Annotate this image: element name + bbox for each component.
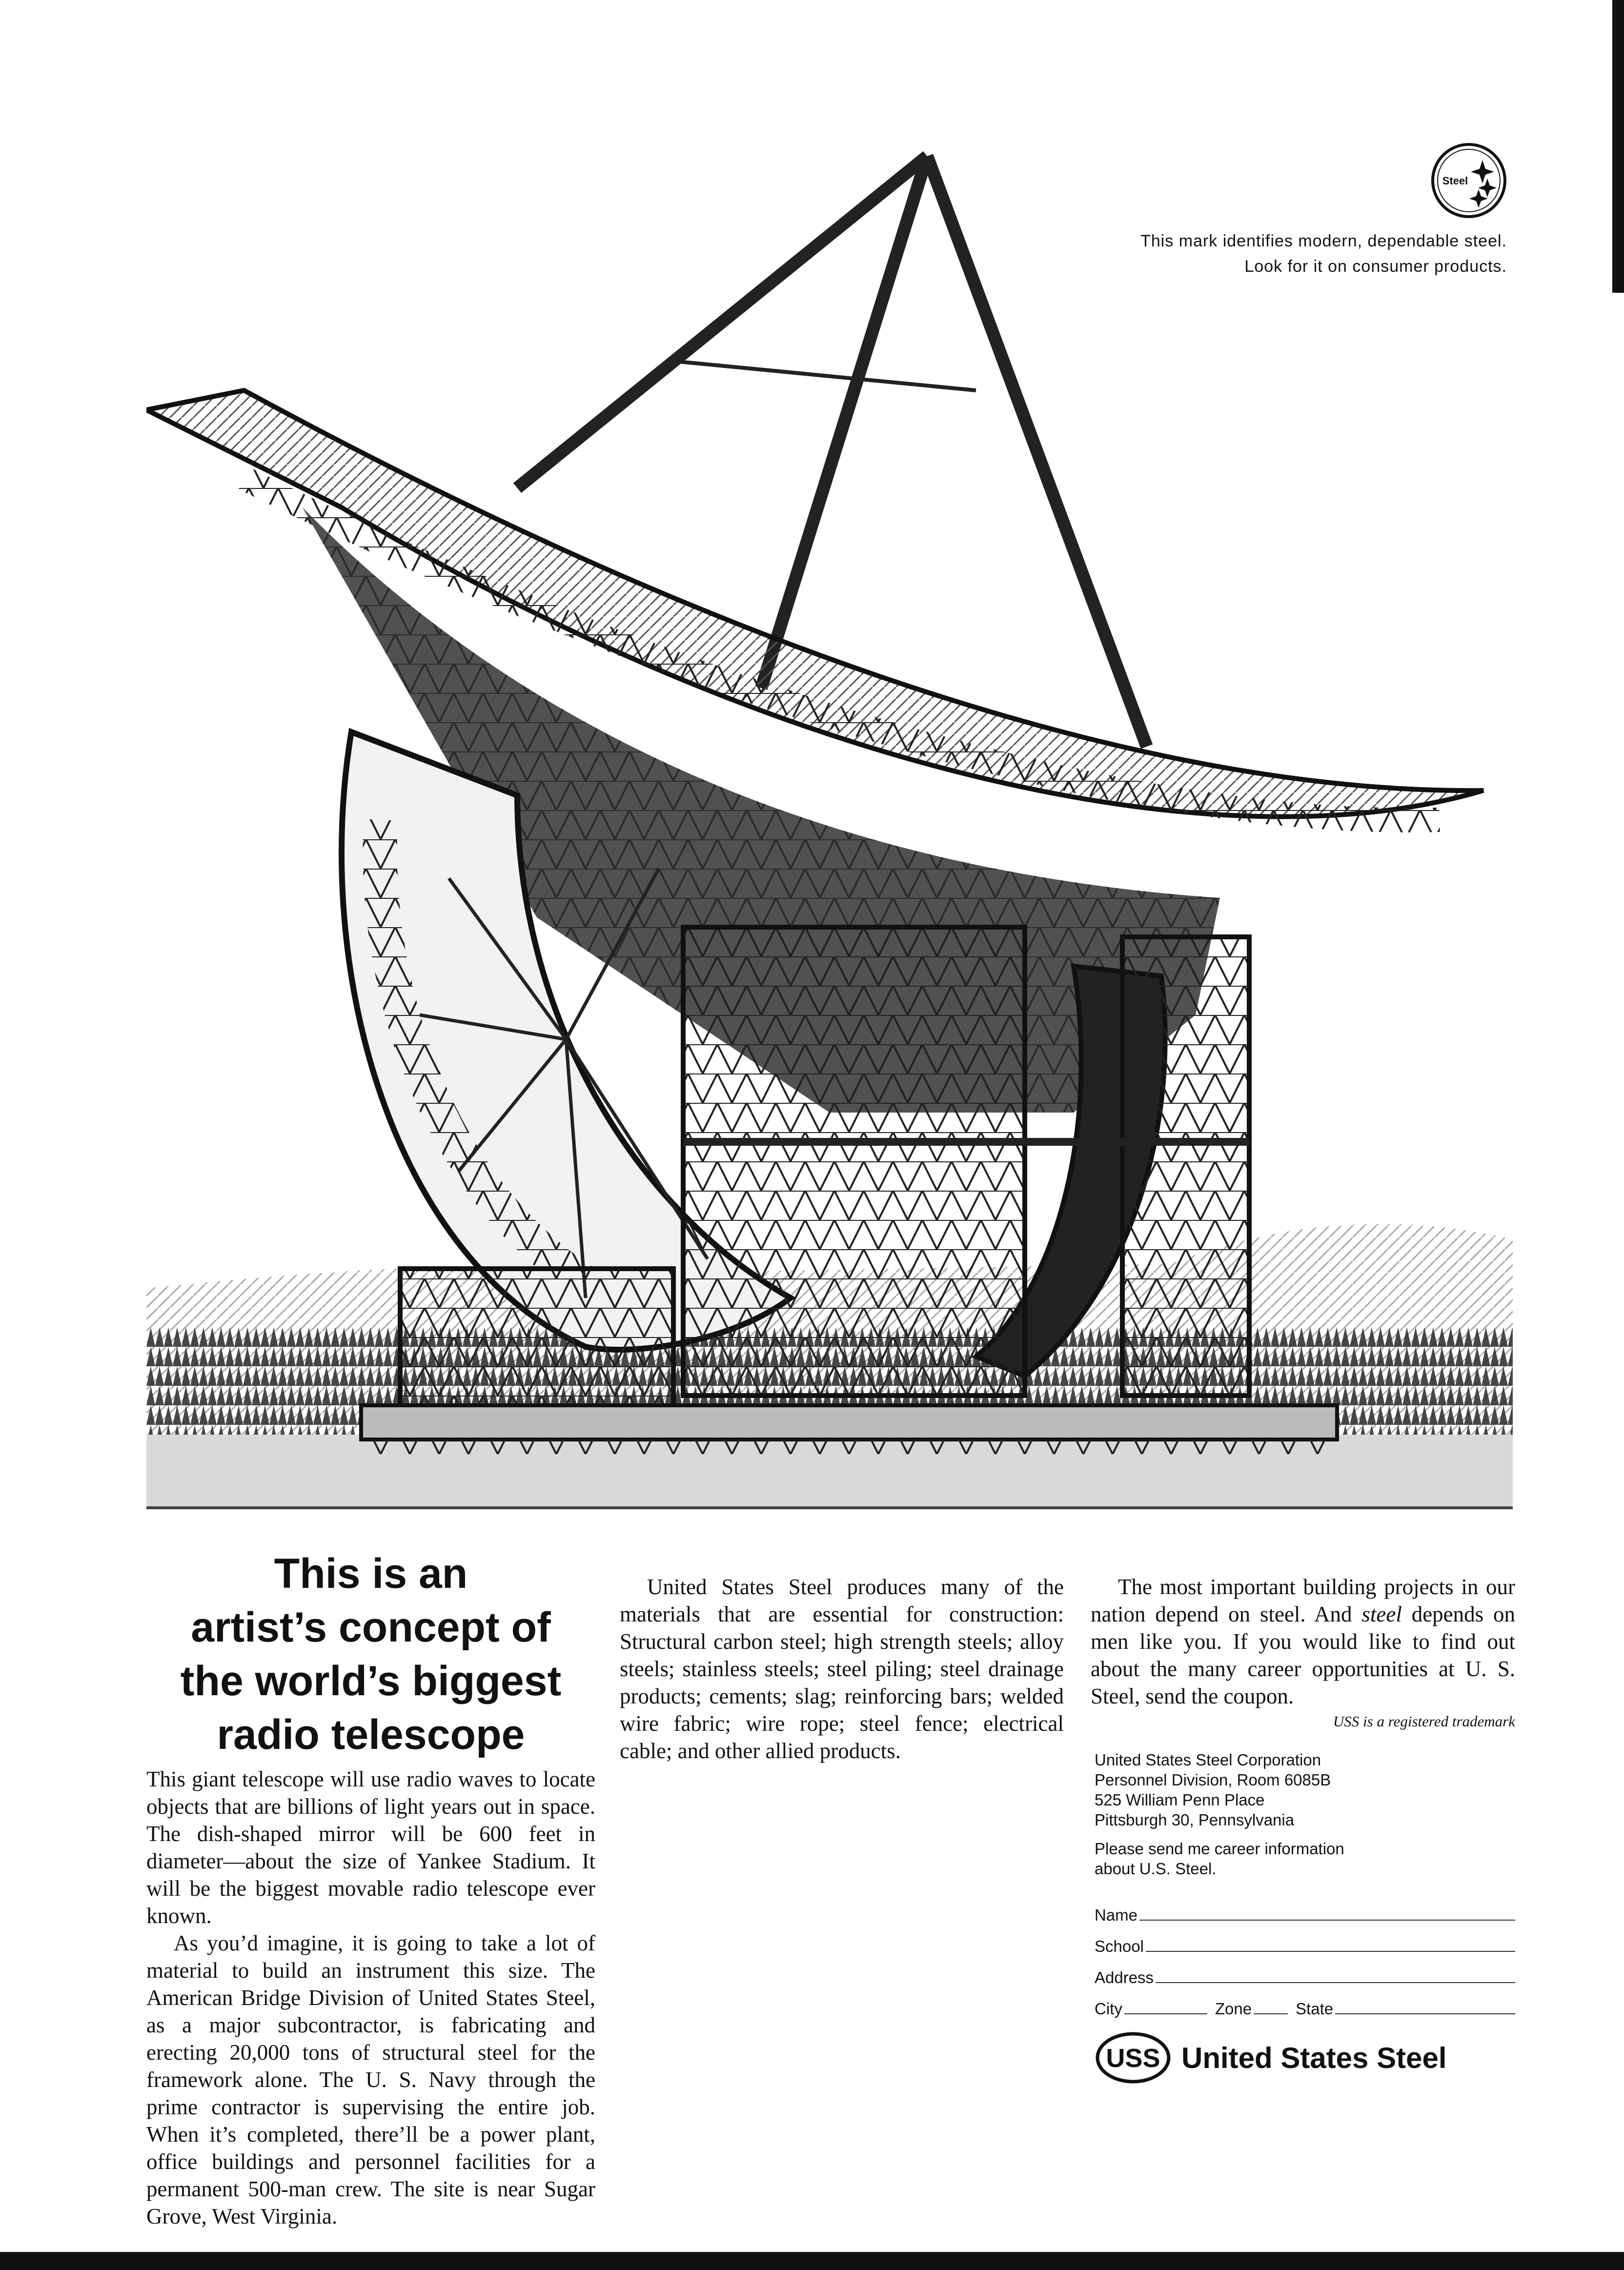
body-paragraph-1: This giant telescope will use radio waves to locate objects that are billions of light years out in space. The dish-shaped mirror will be 600 feet in diameter—about the size of Yankee Stadium. It will be the biggest movable radio telescope ever known. — [146, 1767, 595, 1928]
coupon-school-label: School — [1095, 1937, 1144, 1955]
body-column-1 — [146, 1765, 595, 2230]
headline-line3: the world’s biggest — [180, 1658, 562, 1704]
coupon-zone-field[interactable] — [1254, 2013, 1288, 2014]
body-column-2 — [620, 1573, 1064, 1764]
headline-line2: artist’s concept of — [191, 1604, 551, 1651]
coupon-request — [1095, 1839, 1515, 1879]
body-paragraph-4-part1: The most important building projects in our nation depend on steel. And — [1091, 1575, 1515, 1626]
coupon-zone-label: Zone — [1215, 2000, 1252, 2018]
headline-line1: This is an — [274, 1550, 468, 1597]
steelmark-caption-line1: This mark identifies modern, dependable steel. — [1140, 232, 1507, 250]
coupon-address-line1: United States Steel Corporation — [1095, 1751, 1321, 1769]
body-paragraph-3: United States Steel produces many of the materials that are essential for construction: Structural carbon steel; high strength steels; alloy steels; stainless steels; steel piling; steel drainage products; cements; slag; reinforcing bars; welded wire fabric; wire rope; steel fence; electrical cable; and other allied products. — [620, 1575, 1064, 1763]
coupon-city-label: City — [1095, 2000, 1122, 2018]
coupon-form — [1095, 1893, 1515, 2018]
coupon-city-field[interactable] — [1124, 2013, 1207, 2014]
steelmark-logo-text: Steel — [1442, 175, 1468, 187]
coupon-address-field[interactable] — [1156, 1982, 1515, 1983]
coupon-school-field[interactable] — [1146, 1951, 1515, 1952]
coupon-request-line1: Please send me career information — [1095, 1840, 1344, 1858]
body-paragraph-2: As you’d imagine, it is going to take a lot of material to build an instrument this size. The American Bridge Division of United States Steel, as a major subcontractor, is fabricating and erecting 20,000 tons of structural steel for the framework alone. The U. S. Navy through the prime contractor is supervising the entire job. When it’s completed, there’ll be a power plant, office buildings and personnel facilities for a permanent 500-man crew. The site is near Sugar Grove, West Virginia. — [146, 1931, 595, 2229]
radio-telescope-illustration — [146, 137, 1513, 1522]
headline-line4: radio telescope — [217, 1711, 525, 1758]
coupon-name-field[interactable] — [1139, 1920, 1515, 1921]
coupon-name-label: Name — [1095, 1906, 1138, 1924]
coupon-address-line2: Personnel Division, Room 6085B — [1095, 1771, 1331, 1789]
brand-name: United States Steel — [1181, 2041, 1447, 2074]
coupon-state-field[interactable] — [1335, 2013, 1515, 2014]
coupon-city-row — [1095, 1987, 1515, 2018]
body-paragraph-4-part2: depends on men like you. If you would like to find out about the many career opportunities at U. S. Steel, send the coupon. — [1091, 1602, 1515, 1708]
uss-logo — [1095, 2031, 1172, 2085]
coupon-address-row — [1095, 1956, 1515, 1987]
uss-logo-text: USS — [1106, 2044, 1160, 2073]
coupon-address — [1095, 1750, 1515, 1830]
trademark-note: USS is a registered trademark — [1333, 1713, 1515, 1730]
headline — [146, 1547, 595, 1762]
coupon-school-row — [1095, 1925, 1515, 1956]
brand-signature — [1095, 2031, 1515, 2085]
coupon-address-line3: 525 William Penn Place — [1095, 1791, 1265, 1809]
body-paragraph-4 — [1091, 1573, 1515, 1710]
steelmark-caption-line2: Look for it on consumer products. — [1244, 257, 1507, 276]
coupon-state-label: State — [1296, 2000, 1334, 2018]
coupon-address-line4: Pittsburgh 30, Pennsylvania — [1095, 1811, 1295, 1829]
coupon-name-row — [1095, 1893, 1515, 1925]
body-paragraph-4-emphasis: steel — [1361, 1602, 1402, 1626]
coupon-request-line2: about U.S. Steel. — [1095, 1860, 1217, 1878]
page-edge-shadow-right — [1612, 0, 1624, 293]
page-edge-shadow-bottom — [0, 2252, 1624, 2270]
coupon-address-label: Address — [1095, 1968, 1154, 1986]
body-column-3 — [1091, 1573, 1515, 2085]
